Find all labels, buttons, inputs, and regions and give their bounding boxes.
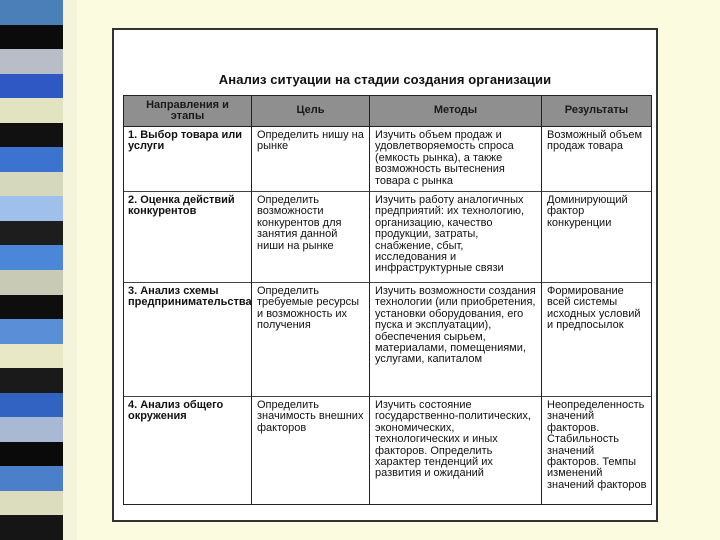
- cell-methods: Изучить состояние государственно-политических, экономических, технологических и иных факторов. Определить характер тенденций их развития и ожиданий: [370, 397, 542, 505]
- slide-title: Анализ ситуации на стадии создания организации: [218, 72, 552, 87]
- cell-stage: 4. Анализ общего окружения: [124, 397, 252, 505]
- decor-stripe: [0, 466, 63, 491]
- decor-stripe: [0, 368, 63, 393]
- cell-stage: 1. Выбор товара или услуги: [124, 127, 252, 192]
- decor-stripe: [0, 442, 63, 467]
- decor-stripe: [0, 393, 63, 418]
- table-row: [124, 192, 652, 283]
- table-row: [124, 127, 652, 192]
- cell-results: Доминирующий фактор конкуренции: [542, 192, 652, 283]
- decor-stripe: [0, 221, 63, 246]
- decor-stripe: [0, 515, 63, 540]
- cell-stage: 3. Анализ схемы предпринимательства: [124, 283, 252, 397]
- cell-results: Формирование всей системы исходных условий и предпосылок: [542, 283, 652, 397]
- header-results: Результаты: [542, 96, 652, 127]
- decor-stripe: [0, 295, 63, 320]
- cell-goal: Определить значимость внешних факторов: [252, 397, 370, 505]
- decor-stripe: [0, 49, 63, 74]
- decor-stripe: [0, 196, 63, 221]
- decor-stripe: [0, 245, 63, 270]
- cell-results: Неопределенность значений факторов. Стабильность значений факторов. Темпы изменений значений факторов: [542, 397, 652, 505]
- decor-stripe: [0, 344, 63, 369]
- header-goal: Цель: [252, 96, 370, 127]
- decor-stripe: [0, 98, 63, 123]
- cell-methods: Изучить объем продаж и удовлетворяемость спроса (емкость рынка), а также возможность вытеснения товара с рынка: [370, 127, 542, 192]
- header-stages: Направления и этапы: [124, 96, 252, 127]
- slide-content: [112, 28, 658, 522]
- decor-stripe: [0, 25, 63, 50]
- decor-stripe: [0, 0, 63, 25]
- header-methods: Методы: [370, 96, 542, 127]
- table-header-row: [124, 96, 652, 127]
- table-row: [124, 283, 652, 397]
- cell-methods: Изучить возможности создания технологии (или приобретения, установки оборудования, его пуска и эксплуатации), обеспечения сырьем, материалами, помещениями, услугами, капиталом: [370, 283, 542, 397]
- decor-stripe: [0, 147, 63, 172]
- cell-goal: Определить требуемые ресурсы и возможность их получения: [252, 283, 370, 397]
- decor-stripe: [0, 123, 63, 148]
- cell-results: Возможный объем продаж товара: [542, 127, 652, 192]
- decor-stripe: [0, 491, 63, 516]
- cell-methods: Изучить работу аналогичных предприятий: их технологию, организацию, качество продукции, затраты, снабжение, сбыт, исследования и инфраструктурные связи: [370, 192, 542, 283]
- table-row: [124, 397, 652, 505]
- decor-stripe: [0, 319, 63, 344]
- analysis-table: [123, 95, 652, 505]
- decor-stripe: [0, 270, 63, 295]
- cell-goal: Определить нишу на рынке: [252, 127, 370, 192]
- cell-goal: Определить возможности конкурентов для занятия данной ниши на рынке: [252, 192, 370, 283]
- decor-stripe: [0, 74, 63, 99]
- stripe-bar-edge: [63, 0, 77, 540]
- cell-stage: 2. Оценка действий конкурентов: [124, 192, 252, 283]
- decorative-stripe-bar: [0, 0, 63, 540]
- decor-stripe: [0, 417, 63, 442]
- decor-stripe: [0, 172, 63, 197]
